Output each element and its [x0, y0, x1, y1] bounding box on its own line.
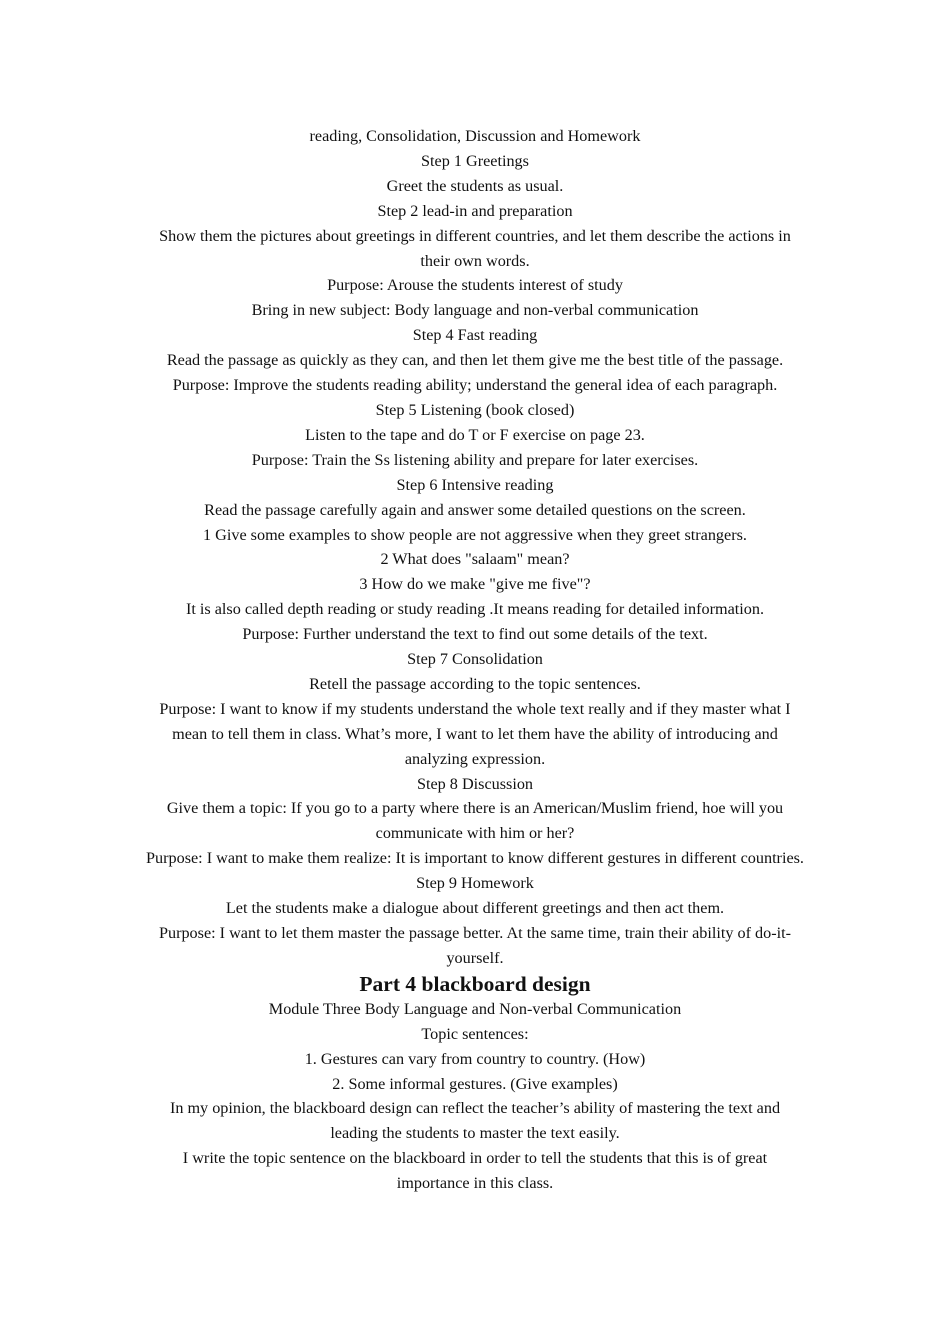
section-heading: Part 4 blackboard design: [359, 971, 591, 996]
step-heading: Step 9 Homework: [416, 874, 534, 893]
paragraph: Give them a topic: If you go to a party where there is an American/Muslim friend, hoe will you communicate with him or her?: [166, 799, 784, 843]
purpose-line: Purpose: Improve the students reading ability; understand the general idea of each paragraph.: [172, 376, 778, 395]
purpose-line: Purpose: I want to let them master the passage better. At the same time, train their ability of do-it-yourself.: [158, 924, 792, 967]
purpose-line: Purpose: Arouse the students interest of study: [327, 276, 623, 295]
paragraph: In my opinion, the blackboard design can reflect the teacher’s ability of mastering the text and leading the students to master the text easily.: [169, 1099, 781, 1143]
paragraph: Read the passage as quickly as they can, and then let them give me the best title of the passage.: [166, 351, 784, 370]
purpose-line: Purpose: I want to make them realize: It is important to know different gestures in different countries.: [146, 849, 804, 868]
paragraph: I write the topic sentence on the blackboard in order to tell the students that this is of great importance in this class.: [182, 1149, 768, 1193]
purpose-line: Purpose: Further understand the text to find out some details of the text.: [242, 625, 708, 644]
paragraph: Read the passage carefully again and answer some detailed questions on the screen.: [204, 500, 746, 519]
paragraph: Retell the passage according to the topic sentences.: [309, 674, 641, 693]
blackboard-design-section: [145, 997, 805, 1196]
document-page: [145, 124, 805, 1196]
list-item: 1. Gestures can vary from country to country. (How): [304, 1049, 646, 1068]
step-heading: Step 6 Intensive reading: [396, 475, 554, 494]
step-heading: Step 8 Discussion: [416, 774, 534, 793]
question-item: 3 How do we make "give me five"?: [359, 575, 591, 594]
question-item: 1 Give some examples to show people are not aggressive when they greet strangers.: [203, 525, 747, 544]
paragraph: It is also called depth reading or study reading .It means reading for detailed information.: [185, 600, 765, 619]
question-item: 2 What does "salaam" mean?: [380, 550, 570, 569]
step-heading: Step 1 Greetings: [421, 151, 529, 170]
paragraph: Listen to the tape and do T or F exercise on page 23.: [305, 425, 645, 444]
paragraph: Show them the pictures about greetings in different countries, and let them describe the actions in their own words.: [159, 226, 791, 270]
paragraph: Topic sentences:: [421, 1024, 529, 1043]
step-heading: Step 7 Consolidation: [407, 650, 543, 669]
step-heading: Step 4 Fast reading: [412, 326, 538, 345]
paragraph: Greet the students as usual.: [386, 176, 564, 195]
paragraph: Let the students make a dialogue about different greetings and then act them.: [225, 899, 725, 918]
paragraph: reading, Consolidation, Discussion and Homework: [309, 127, 641, 145]
paragraph: Module Three Body Language and Non-verbal Communication: [268, 999, 682, 1018]
purpose-line: Purpose: I want to know if my students understand the whole text really and if they master what I mean to tell them in class. What’s more, I want to let them have the ability of introducing and analyzing expression.: [159, 699, 791, 768]
step-heading: Step 5 Listening (book closed): [375, 400, 575, 419]
step-heading: Step 2 lead-in and preparation: [377, 201, 573, 220]
paragraph: Bring in new subject: Body language and non-verbal communication: [251, 301, 699, 320]
list-item: 2. Some informal gestures. (Give examples): [332, 1074, 618, 1093]
purpose-line: Purpose: Train the Ss listening ability and prepare for later exercises.: [251, 450, 699, 469]
lesson-steps: [145, 124, 805, 971]
